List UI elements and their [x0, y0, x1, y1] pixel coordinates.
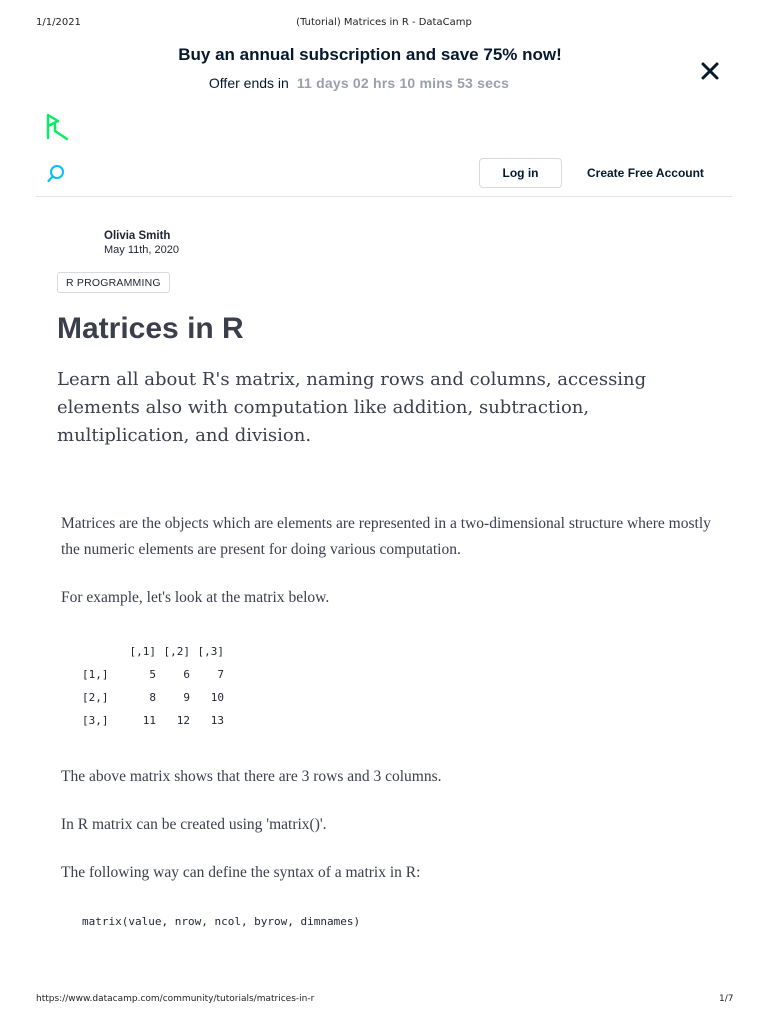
- paragraph: In R matrix can be created using 'matrix()'.: [61, 816, 327, 833]
- col-header: [,1]: [129, 645, 156, 658]
- author-name[interactable]: Olivia Smith: [104, 230, 171, 242]
- close-icon[interactable]: [697, 58, 723, 84]
- offer-label: Offer ends in: [208, 75, 289, 91]
- matrix-output-code: [82, 640, 224, 732]
- create-account-link[interactable]: Create Free Account: [587, 166, 704, 180]
- col-header: [,2]: [163, 645, 190, 658]
- matrix-cell: 13: [210, 714, 224, 727]
- login-button[interactable]: Log in: [479, 158, 562, 188]
- paragraph: For example, let's look at the matrix below.: [61, 589, 330, 606]
- matrix-row: [82, 663, 224, 686]
- row-label: [3,]: [82, 714, 109, 727]
- print-footer-page: 1/7: [719, 994, 734, 1004]
- matrix-cell: 5: [149, 668, 156, 681]
- nav-divider: [36, 196, 732, 197]
- datacamp-logo-icon[interactable]: [45, 112, 71, 142]
- category-tag[interactable]: R PROGRAMMING: [57, 272, 170, 293]
- matrix-cell: 12: [176, 714, 190, 727]
- print-footer-url: https://www.datacamp.com/community/tutorials/matrices-in-r: [36, 994, 315, 1004]
- print-header-date: 1/1/2021: [36, 17, 81, 28]
- col-header: [,3]: [197, 645, 224, 658]
- paragraph: The following way can define the syntax of a matrix in R:: [61, 864, 421, 881]
- publish-date: May 11th, 2020: [104, 244, 180, 256]
- matrix-cell: 6: [183, 668, 190, 681]
- countdown-timer: 11 days 02 hrs 10 mins 53 secs: [296, 75, 510, 91]
- matrix-row: [82, 686, 224, 709]
- promo-offer: [0, 75, 718, 91]
- print-header-title: (Tutorial) Matrices in R - DataCamp: [296, 17, 472, 28]
- syntax-code: matrix(value, nrow, ncol, byrow, dimnames): [82, 915, 361, 928]
- promo-headline: Buy an annual subscription and save 75% now!: [178, 45, 562, 64]
- matrix-cell: 8: [149, 691, 156, 704]
- paragraph: The above matrix shows that there are 3 rows and 3 columns.: [61, 768, 442, 785]
- matrix-row: [82, 709, 224, 732]
- matrix-cell: 7: [217, 668, 224, 681]
- row-label: [1,]: [82, 668, 109, 681]
- page-title: Matrices in R: [57, 312, 244, 345]
- matrix-cell: 10: [210, 691, 224, 704]
- search-icon[interactable]: [45, 163, 67, 185]
- paragraph: Matrices are the objects which are elements are represented in a two-dimensional structure where mostly the numeric elements are present for doing various computation.: [61, 515, 711, 558]
- matrix-header-row: [82, 640, 224, 663]
- matrix-cell: 11: [142, 714, 156, 727]
- matrix-cell: 9: [183, 691, 190, 704]
- article-subtitle: Learn all about R's matrix, naming rows and columns, accessing elements also with computation like addition, subtraction, multiplication, and division.: [57, 369, 647, 446]
- row-label: [2,]: [82, 691, 109, 704]
